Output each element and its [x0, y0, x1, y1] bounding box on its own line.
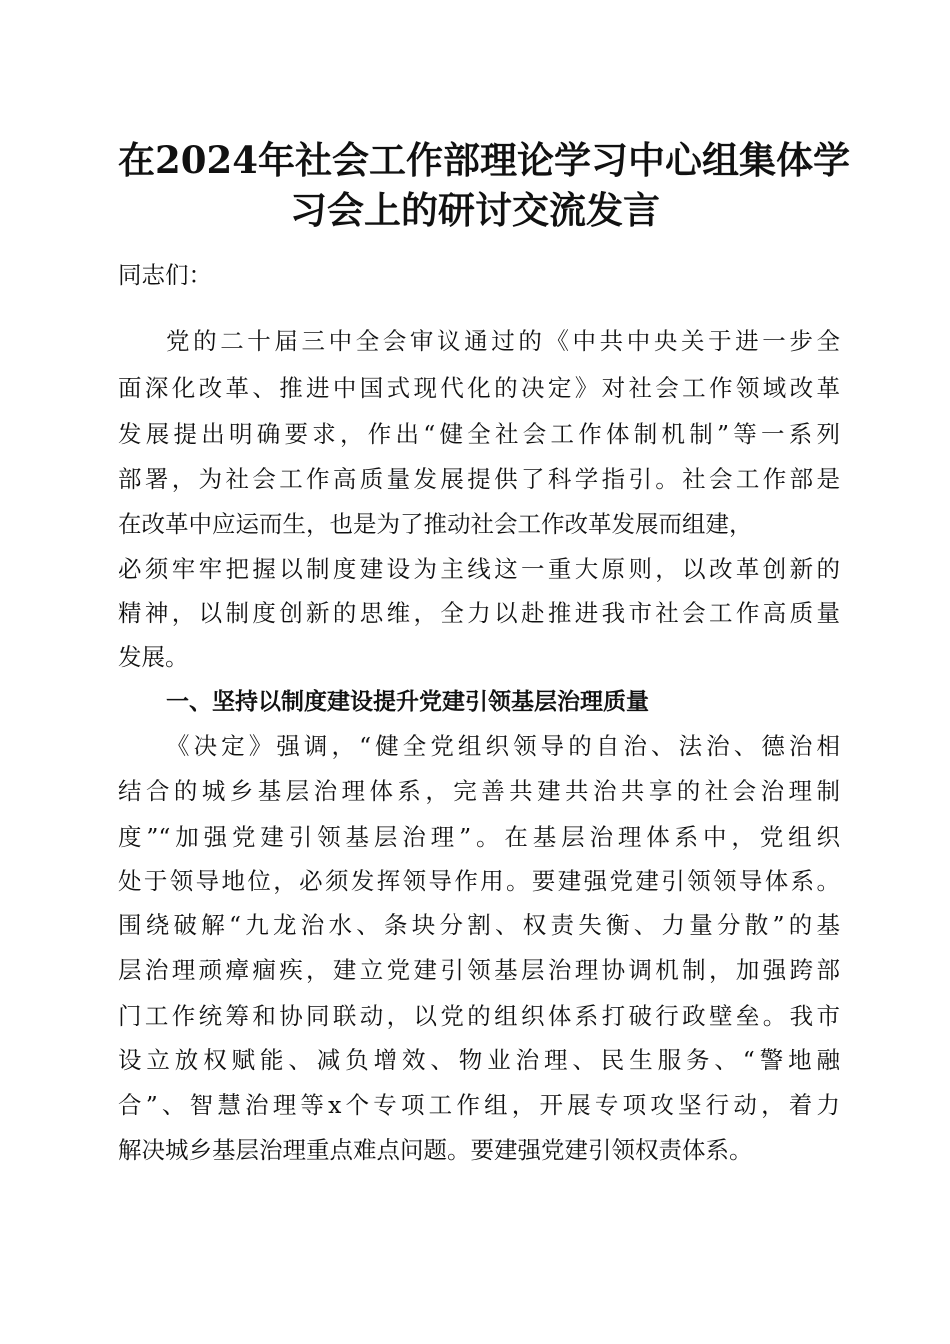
paragraph-1-line: 发展提出明确要求，作出“健全社会工作体制机制”等一系列	[118, 420, 840, 448]
section-1-line: 处于领导地位，必须发挥领导作用。要建强党建引领领导体系。	[118, 867, 840, 895]
paragraph-1-line: 面深化改革、推进中国式现代化的决定》对社会工作领域改革	[118, 374, 840, 402]
document-title-line-2: 习会上的研讨交流发言	[290, 188, 660, 232]
section-1-line: 合”、智慧治理等x个专项工作组，开展专项攻坚行动，着力	[118, 1091, 840, 1119]
section-1-line: 《决定》强调，“健全党组织领导的自治、法治、德治相	[166, 732, 840, 760]
paragraph-1-line: 发展。	[118, 643, 189, 671]
section-1-line: 层治理顽瘴痼疾，建立党建引领基层治理协调机制，加强跨部	[118, 956, 840, 984]
section-1-heading: 一、坚持以制度建设提升党建引领基层治理质量	[166, 689, 649, 715]
section-1-line: 设立放权赋能、减负增效、物业治理、民生服务、“警地融	[118, 1046, 840, 1074]
paragraph-1-line: 部署，为社会工作高质量发展提供了科学指引。社会工作部是	[118, 465, 840, 493]
document-title-line-1: 在2024年社会工作部理论学习中心组集体学	[118, 138, 850, 182]
section-1-line: 度”“加强党建引领基层治理”。在基层治理体系中，党组织	[118, 823, 840, 851]
section-1-line: 解决城乡基层治理重点难点问题。要建强党建引领权责体系。	[118, 1136, 753, 1164]
section-1-line: 围绕破解“九龙治水、条块分割、权责失衡、力量分散”的基	[118, 911, 840, 939]
paragraph-1-line: 必须牢牢把握以制度建设为主线这一重大原则，以改革创新的	[118, 555, 840, 583]
salutation: 同志们：	[118, 261, 212, 289]
section-1-line: 结合的城乡基层治理体系，完善共建共治共享的社会治理制	[118, 777, 840, 805]
paragraph-1-line: 精神，以制度创新的思维，全力以赴推进我市社会工作高质量	[118, 599, 840, 627]
paragraph-1-line: 党的二十届三中全会审议通过的《中共中央关于进一步全	[166, 327, 840, 355]
paragraph-1-line: 在改革中应运而生，也是为了推动社会工作改革发展而组建，	[118, 510, 753, 538]
section-1-line: 门工作统筹和协同联动，以党的组织体系打破行政壁垒。我市	[118, 1002, 840, 1030]
